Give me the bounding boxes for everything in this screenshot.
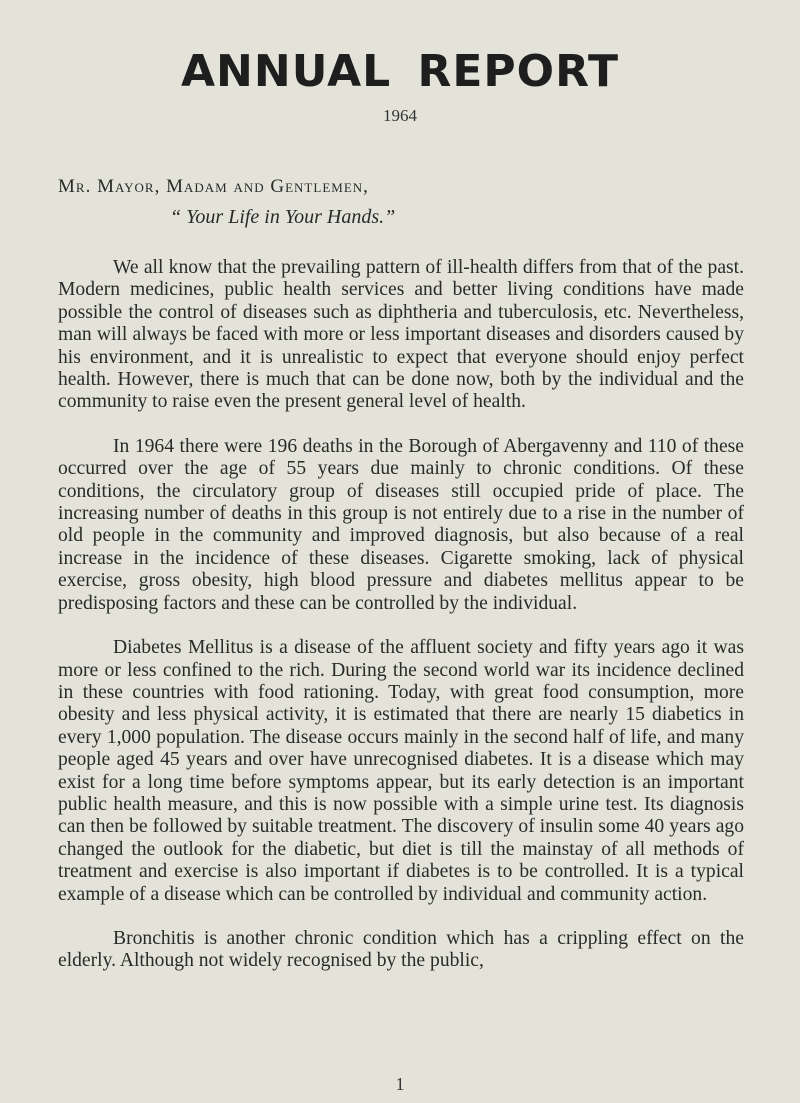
paragraph-deaths: In 1964 there were 196 deaths in the Borough of Abergavenny and 110 of these occurred over the age of 55 years due mainly to chronic conditions. Of these conditions, the circulatory group of diseases still occupied pride of place. The increasing number of deaths in this group is not entirely due to a rise in the number of old people in the community and improved diagnosis, but also because of a real increase in the incidence of these diseases. Cigarette smoking, lack of physical exercise, gross obesity, high blood pressure and diabetes mellitus appear to be predisposing factors and these can be controlled by the individual. bbox=[58, 435, 744, 614]
report-title: ANNUAL REPORT bbox=[181, 46, 619, 97]
page-number: 1 bbox=[395, 1074, 405, 1094]
paragraph-ill-health: We all know that the prevailing pattern of ill-health differs from that of the past. Modern medicines, public health services and better living conditions have made possible the control of diseases such as diphtheria and tuberculosis, etc. Nevertheless, man will always be faced with more or less important diseases and disorders caused by his environment, and it is unrealistic to expect that everyone should enjoy perfect health. However, there is much that can be done now, both by the individual and the community to raise even the present general level of health. bbox=[58, 257, 744, 413]
report-year: 1964 bbox=[383, 106, 417, 125]
paragraph-diabetes: Diabetes Mellitus is a disease of the affluent society and fifty years ago it was more or less confined to the rich. During the second world war its incidence declined in these countries with food rationing. Today, with great food consumption, more obesity and less physical activity, it is estimated that there are nearly 15 diabetics in every 1,000 population. The disease occurs mainly in the second half of life, and many people aged 45 years and over have unrecognised diabetes. It is a disease which may exist for a long time before symptoms appear, but its early detection is an important public health measure, and this is now possible with a simple urine test. Its diagnosis can then be followed by suitable treatment. The discovery of insulin some 40 years ago changed the outlook for the diabetic, but diet is till the mainstay of all methods of treatment and exercise is also important if diabetes is to be controlled. It is a typical example of a disease which can be controlled by individual and community action. bbox=[58, 637, 744, 905]
salutation: Mr. Mayor, Madam and Gentlemen, bbox=[58, 176, 369, 197]
report-body bbox=[58, 257, 744, 995]
paragraph-bronchitis: Bronchitis is another chronic condition which has a crippling effect on the elderly. Although not widely recognised by the public, bbox=[58, 927, 744, 972]
report-theme: “ Your Life in Your Hands.” bbox=[170, 206, 396, 228]
